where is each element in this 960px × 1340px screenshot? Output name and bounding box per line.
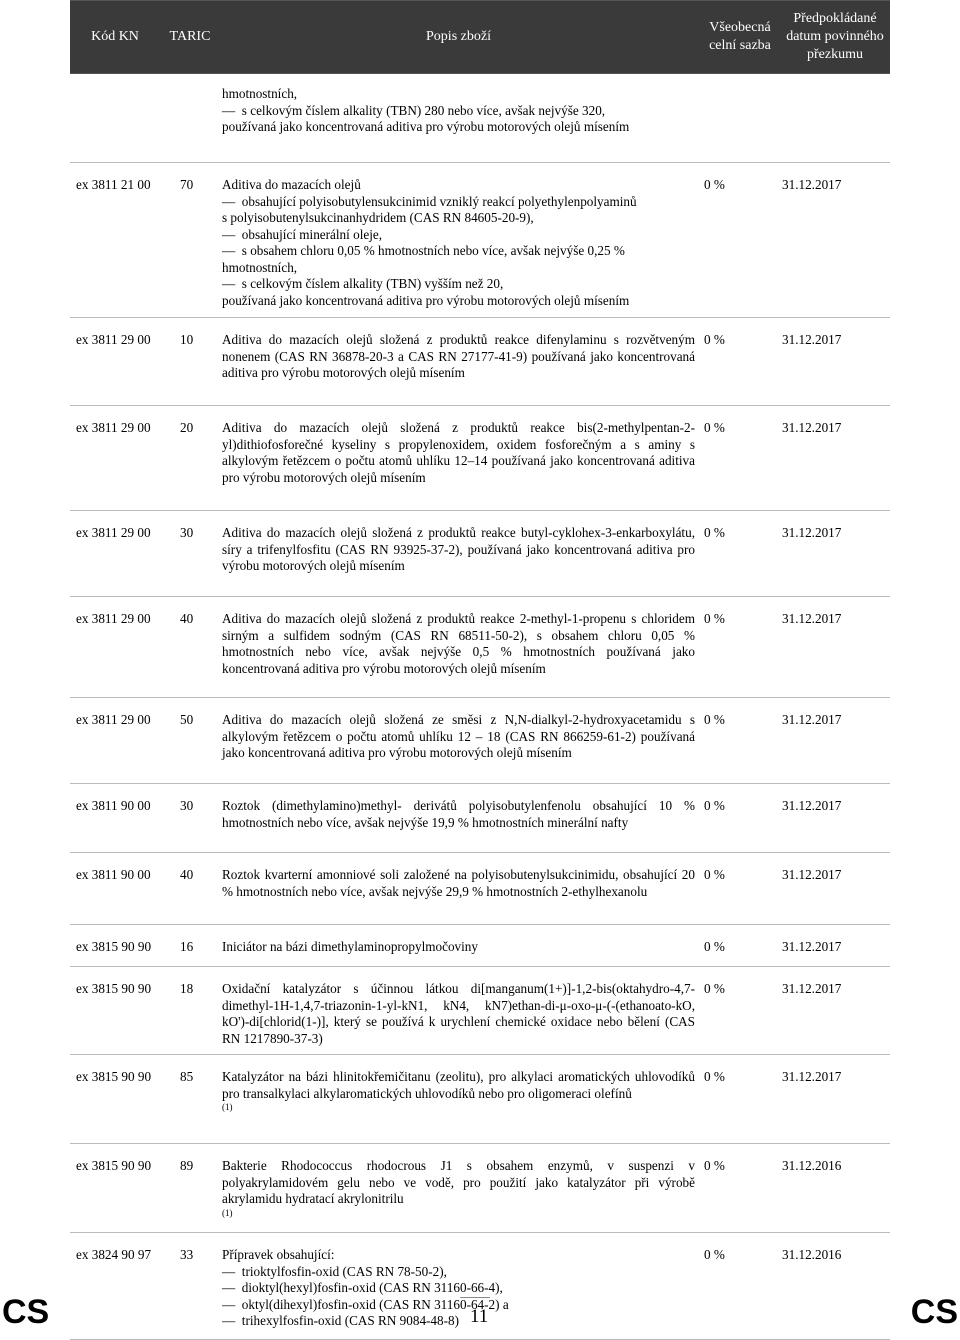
- row-taric: 20: [180, 420, 194, 435]
- table-row: [70, 406, 890, 511]
- row-taric: 18: [180, 981, 194, 996]
- row-review-date: 31.12.2017: [782, 798, 842, 813]
- row-duty: 0 %: [704, 177, 725, 192]
- page-number: 11: [470, 1306, 489, 1327]
- row-taric: 85: [180, 1069, 194, 1084]
- desc-line: — obsahující minerální oleje,: [222, 227, 695, 244]
- footer-language-right: CS: [910, 1293, 958, 1331]
- header-duty: [698, 1, 782, 73]
- row-taric: 40: [180, 867, 194, 882]
- header-date-line1: Předpokládané: [793, 11, 877, 26]
- row-kn-code: ex 3811 90 00: [76, 867, 151, 882]
- row-description: [222, 1247, 695, 1330]
- row-taric: 50: [180, 712, 194, 727]
- row-duty: 0 %: [704, 332, 725, 347]
- table-row: [70, 163, 890, 318]
- desc-line: používaná jako koncentrovaná aditiva pro výrobu motorových olejů mísením: [222, 119, 630, 134]
- row-kn-code: ex 3811 29 00: [76, 712, 151, 727]
- row-taric: 89: [180, 1158, 194, 1173]
- desc-line: hmotnostních,: [222, 86, 298, 101]
- row-footnote-ref: (1): [222, 1102, 233, 1112]
- row-kn-code: ex 3811 90 00: [76, 798, 151, 813]
- row-duty: 0 %: [704, 712, 725, 727]
- table-row: [70, 1144, 890, 1233]
- row-duty: 0 %: [704, 798, 725, 813]
- row-taric: 10: [180, 332, 194, 347]
- desc-line: — s obsahem chloru 0,05 % hmotnostních nebo více, avšak nejvýše 0,25 %: [222, 243, 695, 260]
- row-review-date: 31.12.2017: [782, 332, 842, 347]
- header-review-date: [780, 1, 890, 73]
- row-description: [222, 1069, 695, 1113]
- row-kn-code: ex 3811 29 00: [76, 611, 151, 626]
- row-description: Iniciátor na bázi dimethylaminopropylmočoviny: [222, 939, 478, 954]
- row-description-text: Bakterie Rhodococcus rhodocrous J1 s obsahem enzymů, v suspenzi v polyakrylamidovém gelu nebo ve vodě, pro použití jako katalyzátor při výrobě akrylamidu hydratací akrylonitrilu: [222, 1158, 695, 1206]
- row-review-date: 31.12.2017: [782, 177, 842, 192]
- row-taric: 16: [180, 939, 194, 954]
- table-row: [70, 698, 890, 784]
- table-row: [70, 853, 890, 925]
- desc-line: — s celkovým číslem alkality (TBN) 280 nebo více, avšak nejvýše 320,: [222, 103, 695, 120]
- table-row: [70, 318, 890, 406]
- row-description: Aditiva do mazacích olejů složená ze směsi z N,N-dialkyl-2-hydroxyacetamidu s alkylovým řetězcem o počtu atomů uhlíku 12 – 18 (CAS RN 866259-61-2) používaná jako koncentrovaná aditiva pro výrobu motorových olejů mísením: [222, 712, 695, 760]
- row-duty: 0 %: [704, 420, 725, 435]
- row-taric: 30: [180, 798, 194, 813]
- row-description: Aditiva do mazacích olejů složená z produktů reakce difenylaminu s rozvětveným nonenem (CAS RN 36878-20-3 a CAS RN 27177-41-9) používaná jako koncentrovaná aditiva pro výrobu motorových olejů mísením: [222, 332, 695, 380]
- table-header: [70, 0, 890, 74]
- row-review-date: 31.12.2017: [782, 611, 842, 626]
- desc-line: — obsahující polyisobutylensukcinimid vzniklý reakcí polyethylenpolyaminů: [222, 194, 695, 211]
- header-duty-line1: Všeobecná: [709, 20, 771, 35]
- row-description: Aditiva do mazacích olejů složená z produktů reakce bis(2-methylpentan-2-yl)dithiofosforečné kyseliny s propylenoxidem, oxidem fosforečným a s aminy s alkylovým řetězcem o počtu atomů uhlíku 12–14 používaná jako koncentrovaná aditiva pro výrobu motorových olejů mísením: [222, 420, 695, 485]
- row-taric: 33: [180, 1247, 194, 1262]
- row-review-date: 31.12.2017: [782, 420, 842, 435]
- row-duty: 0 %: [704, 1158, 725, 1173]
- desc-line: — trioktylfosfin-oxid (CAS RN 78-50-2),: [222, 1264, 695, 1281]
- header-date-line2: datum povinného: [786, 29, 884, 44]
- row-taric: 30: [180, 525, 194, 540]
- row-kn-code: ex 3815 90 90: [76, 939, 152, 954]
- row-review-date: 31.12.2016: [782, 1158, 842, 1173]
- row-kn-code: ex 3815 90 90: [76, 1158, 152, 1173]
- row-description: Aditiva do mazacích olejů složená z produktů reakce 2-methyl-1-propenu s chloridem sirným a sulfidem sodným (CAS RN 68511-50-2), s obsahem chloru 0,05 % hmotnostních nebo více, avšak nejvýše 0,5 % hmotnostních používaná jako koncentrovaná aditiva pro výrobu motorových olejů mísením: [222, 611, 695, 676]
- table-row: [70, 597, 890, 698]
- row-footnote-ref: (1): [222, 1207, 233, 1218]
- row-description: Oxidační katalyzátor s účinnou látkou di[manganum(1+)]-1,2-bis(oktahydro-4,7-dimethyl-1H-1,4,7-triazonin-1-yl-kN1, kN4, kN7)ethan-di-μ-oxo-μ-(-(ethanoato-kO, kO')-di[chlorid(1-)], který se používá k urychlení chemické oxidace nebo bělení (CAS RN 1217890-37-3): [222, 981, 695, 1046]
- row-kn-code: ex 3815 90 90: [76, 981, 152, 996]
- row-kn-code: ex 3824 90 97: [76, 1247, 152, 1262]
- header-taric: TARIC: [169, 29, 211, 44]
- row-description: [222, 1158, 695, 1219]
- desc-line: Aditiva do mazacích olejů: [222, 177, 361, 192]
- row-review-date: 31.12.2017: [782, 981, 842, 996]
- row-duty: 0 %: [704, 1069, 725, 1084]
- row-kn-code: ex 3811 21 00: [76, 177, 151, 192]
- row-duty: 0 %: [704, 611, 725, 626]
- header-duty-line2: celní sazba: [709, 38, 771, 53]
- desc-line: — trihexylfosfin-oxid (CAS RN 9084-48-8): [222, 1313, 695, 1330]
- row-description: Roztok (dimethylamino)methyl- derivátů polyisobutylenfenolu obsahující 10 % hmotnostních nebo více, avšak nejvýše 19,9 % hmotnostních minerální nafty: [222, 798, 695, 830]
- table-row: [70, 511, 890, 597]
- desc-line: — s celkovým číslem alkality (TBN) vyšším než 20,: [222, 276, 695, 293]
- table-row: [70, 967, 890, 1055]
- row-duty: 0 %: [704, 981, 725, 996]
- row-kn-code: ex 3811 29 00: [76, 525, 151, 540]
- desc-line: používaná jako koncentrovaná aditiva pro výrobu motorových olejů mísením: [222, 292, 630, 308]
- row-description: Roztok kvarterní amonniové soli založené na polyisobutenylsukcinimidu, obsahující 20 % hmotnostních nebo více, avšak nejvýše 29,9 % hmotnostních 2-ethylhexanolu: [222, 867, 695, 899]
- row-description: [222, 177, 695, 309]
- row-duty: 0 %: [704, 525, 725, 540]
- row-taric: 40: [180, 611, 194, 626]
- desc-line: Přípravek obsahující:: [222, 1247, 335, 1262]
- row-taric: 70: [180, 177, 194, 192]
- header-kn: Kód KN: [91, 29, 139, 44]
- desc-line: s polyisobutenylsukcinanhydridem (CAS RN 84605-20-9),: [222, 210, 534, 225]
- row-kn-code: ex 3815 90 90: [76, 1069, 152, 1084]
- desc-line: — oktyl(dihexyl)fosfin-oxid (CAS RN 31160-64-2) a: [222, 1297, 695, 1314]
- footer-language-left: CS: [2, 1293, 50, 1331]
- desc-line: hmotnostních,: [222, 259, 298, 275]
- row-kn-code: ex 3811 29 00: [76, 420, 151, 435]
- table-row-continued: [70, 80, 890, 163]
- header-description: Popis zboží: [426, 29, 491, 44]
- row-description: [222, 86, 695, 136]
- row-review-date: 31.12.2017: [782, 525, 842, 540]
- table-row: [70, 1055, 890, 1144]
- row-description: Aditiva do mazacích olejů složená z produktů reakce butyl-cyklohex-3-enkarboxylátu, síry a trifenylfosfitu (CAS RN 93925-37-2), používaná jako koncentrovaná aditiva pro výrobu motorových olejů mísením: [222, 525, 695, 573]
- tariff-table: [70, 80, 890, 1340]
- row-description-text: Katalyzátor na bázi hlinitokřemičitanu (zeolitu), pro alkylaci aromatických uhlovodíků pro transalkylaci alkylaromatických uhlovodíků nebo pro oligomeraci olefínů: [222, 1069, 695, 1101]
- row-review-date: 31.12.2017: [782, 1069, 842, 1084]
- row-review-date: 31.12.2017: [782, 712, 842, 727]
- page-number-rule: [460, 1297, 490, 1298]
- row-duty: 0 %: [704, 867, 725, 882]
- table-row: [70, 925, 890, 967]
- row-duty: 0 %: [704, 1247, 725, 1262]
- row-review-date: 31.12.2017: [782, 939, 842, 954]
- desc-line: — dioktyl(hexyl)fosfin-oxid (CAS RN 31160-66-4),: [222, 1280, 695, 1297]
- row-review-date: 31.12.2017: [782, 867, 842, 882]
- row-kn-code: ex 3811 29 00: [76, 332, 151, 347]
- header-date-line3: přezkumu: [807, 47, 863, 62]
- row-duty: 0 %: [704, 939, 725, 954]
- table-row: [70, 784, 890, 853]
- row-review-date: 31.12.2016: [782, 1247, 842, 1262]
